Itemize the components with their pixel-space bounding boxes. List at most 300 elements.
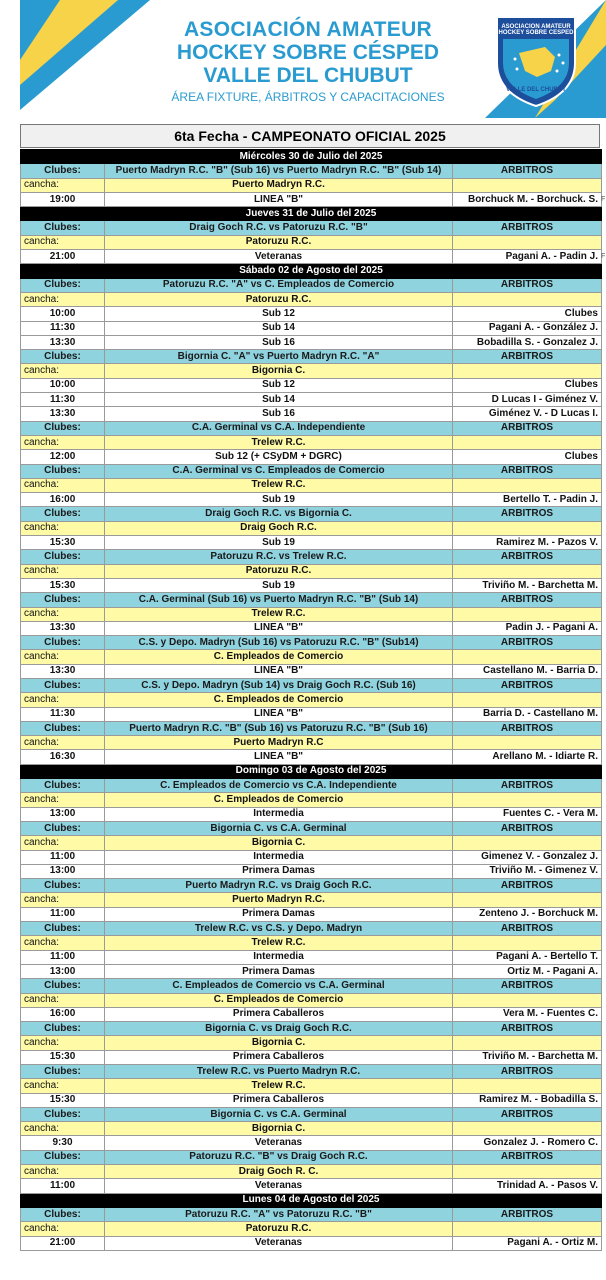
game-referees: D Lucas I - Giménez V. xyxy=(453,393,602,407)
match-teams: Puerto Madryn R.C. "B" (Sub 16) vs Puerto Madryn R.C. "B" (Sub 14) xyxy=(105,164,453,178)
game-referees: Clubes xyxy=(453,450,602,464)
game-referees: Vera M. - Fuentes C. xyxy=(453,1007,602,1021)
venue-row xyxy=(21,364,602,378)
game-category: Primera Damas xyxy=(105,907,453,921)
clubes-label: Clubes: xyxy=(21,979,105,993)
game-time: 11:30 xyxy=(21,321,105,335)
arbitros-label: ARBITROS xyxy=(453,278,602,292)
venue-row xyxy=(21,292,602,306)
venue-blank xyxy=(453,1079,602,1093)
game-referees: Pagani A. - Ortiz M. xyxy=(453,1236,602,1250)
game-category: Primera Caballeros xyxy=(105,1007,453,1021)
day-header: Domingo 03 de Agosto del 2025 xyxy=(21,764,602,778)
venue-blank xyxy=(453,364,602,378)
game-row xyxy=(21,321,602,335)
venue-name: Draig Goch R.C. xyxy=(105,521,453,535)
game-referees: Triviño M. - Barchetta M. xyxy=(453,578,602,592)
venue-name: Bigornia C. xyxy=(105,1036,453,1050)
clubes-label: Clubes: xyxy=(21,879,105,893)
venue-row xyxy=(21,1222,602,1236)
clubes-label: Clubes: xyxy=(21,821,105,835)
game-row xyxy=(21,407,602,421)
cancha-label: cancha: xyxy=(21,736,105,750)
match-teams: Patoruzu R.C. vs Trelew R.C. xyxy=(105,550,453,564)
title-line-3: VALLE DEL CHUBUT xyxy=(203,64,413,87)
venue-row xyxy=(21,1036,602,1050)
arbitros-label: ARBITROS xyxy=(453,678,602,692)
venue-row xyxy=(21,1079,602,1093)
match-row xyxy=(21,1022,602,1036)
game-referees: Triviño M. - Gimenez V. xyxy=(453,864,602,878)
game-referees: Castellano M. - Barria D. xyxy=(453,664,602,678)
game-time: 12:00 xyxy=(21,450,105,464)
match-row xyxy=(21,922,602,936)
game-category: Sub 16 xyxy=(105,407,453,421)
badge-top-text: ASOCIACION AMATEUR HOCKEY SOBRE CESPED xyxy=(498,24,574,36)
venue-blank xyxy=(453,178,602,192)
cancha-label: cancha: xyxy=(21,693,105,707)
game-row xyxy=(21,335,602,349)
cancha-label: cancha: xyxy=(21,478,105,492)
clubes-label: Clubes: xyxy=(21,421,105,435)
game-referees: Triviño M. - Barchetta M. xyxy=(453,1050,602,1064)
game-category: Sub 12 xyxy=(105,307,453,321)
venue-name: Patoruzu R.C. xyxy=(105,292,453,306)
arbitros-label: ARBITROS xyxy=(453,350,602,364)
game-row xyxy=(21,536,602,550)
game-category: LINEA "B" xyxy=(105,750,453,764)
clubes-label: Clubes: xyxy=(21,1065,105,1079)
venue-row xyxy=(21,478,602,492)
clubes-label: Clubes: xyxy=(21,1107,105,1121)
venue-blank xyxy=(453,1122,602,1136)
game-time: 19:00 xyxy=(21,192,105,206)
cancha-label: cancha: xyxy=(21,435,105,449)
clubes-label: Clubes: xyxy=(21,221,105,235)
game-category: Intermedia xyxy=(105,807,453,821)
cancha-label: cancha: xyxy=(21,564,105,578)
venue-name: Trelew R.C. xyxy=(105,607,453,621)
game-row xyxy=(21,907,602,921)
clubes-label: Clubes: xyxy=(21,164,105,178)
cancha-label: cancha: xyxy=(21,1122,105,1136)
venue-name: C. Empleados de Comercio xyxy=(105,693,453,707)
game-category: Sub 16 xyxy=(105,335,453,349)
game-referees: Ortiz M. - Pagani A. xyxy=(453,964,602,978)
game-time: 13:00 xyxy=(21,807,105,821)
game-category: Primera Damas xyxy=(105,964,453,978)
cancha-label: cancha: xyxy=(21,292,105,306)
match-row xyxy=(21,779,602,793)
match-teams: Draig Goch R.C. vs Patoruzu R.C. "B" xyxy=(105,221,453,235)
venue-blank xyxy=(453,793,602,807)
venue-blank xyxy=(453,564,602,578)
day-header-row xyxy=(21,150,602,164)
clubes-label: Clubes: xyxy=(21,350,105,364)
arbitros-label: ARBITROS xyxy=(453,1207,602,1221)
arbitros-label: ARBITROS xyxy=(453,979,602,993)
venue-name: Trelew R.C. xyxy=(105,435,453,449)
clubes-label: Clubes: xyxy=(21,1207,105,1221)
game-time: 16:00 xyxy=(21,1007,105,1021)
match-row xyxy=(21,550,602,564)
cancha-label: cancha: xyxy=(21,178,105,192)
match-row xyxy=(21,879,602,893)
game-referees: Gimenez V. - Gonzalez J. xyxy=(453,850,602,864)
game-category: Intermedia xyxy=(105,850,453,864)
game-referees: Pagani A. - González J. xyxy=(453,321,602,335)
venue-row xyxy=(21,650,602,664)
game-time: 11:00 xyxy=(21,950,105,964)
venue-blank xyxy=(453,693,602,707)
game-category: LINEA "B" xyxy=(105,192,453,206)
venue-row xyxy=(21,607,602,621)
arbitros-label: ARBITROS xyxy=(453,1107,602,1121)
cut-off-edge-mark: F xyxy=(601,253,606,260)
game-row xyxy=(21,378,602,392)
game-referees: Gonzalez J. - Romero C. xyxy=(453,1136,602,1150)
venue-blank xyxy=(453,993,602,1007)
game-time: 11:30 xyxy=(21,393,105,407)
arbitros-label: ARBITROS xyxy=(453,721,602,735)
game-row xyxy=(21,707,602,721)
game-category: LINEA "B" xyxy=(105,664,453,678)
match-row xyxy=(21,278,602,292)
badge-bottom-text: VALLE DEL CHUBUT xyxy=(506,87,566,93)
match-row xyxy=(21,1065,602,1079)
venue-row xyxy=(21,178,602,192)
venue-name: Puerto Madryn R.C xyxy=(105,736,453,750)
match-row xyxy=(21,721,602,735)
game-row xyxy=(21,621,602,635)
game-row xyxy=(21,450,602,464)
venue-name: Draig Goch R. C. xyxy=(105,1165,453,1179)
game-referees: Ramirez M. - Bobadilla S. xyxy=(453,1093,602,1107)
game-time: 15:30 xyxy=(21,1093,105,1107)
game-time: 16:30 xyxy=(21,750,105,764)
game-category: Sub 12 xyxy=(105,378,453,392)
game-category: Veteranas xyxy=(105,1236,453,1250)
match-row xyxy=(21,507,602,521)
clubes-label: Clubes: xyxy=(21,636,105,650)
arbitros-label: ARBITROS xyxy=(453,221,602,235)
venue-row xyxy=(21,1165,602,1179)
cancha-label: cancha: xyxy=(21,1036,105,1050)
venue-row xyxy=(21,836,602,850)
day-header-row xyxy=(21,264,602,278)
game-time: 11:00 xyxy=(21,850,105,864)
venue-name: Bigornia C. xyxy=(105,836,453,850)
day-header-row xyxy=(21,1193,602,1207)
game-category: Veteranas xyxy=(105,1136,453,1150)
match-teams: Bigornia C. "A" vs Puerto Madryn R.C. "A" xyxy=(105,350,453,364)
cancha-label: cancha: xyxy=(21,936,105,950)
venue-row xyxy=(21,736,602,750)
venue-blank xyxy=(453,292,602,306)
match-row xyxy=(21,1107,602,1121)
header-banner xyxy=(0,0,606,118)
game-row xyxy=(21,393,602,407)
game-referees: Bobadilla S. - Gonzalez J. xyxy=(453,335,602,349)
game-row xyxy=(21,493,602,507)
match-teams: Puerto Madryn R.C. "B" (Sub 16) vs Patoruzu R.C. "B" (Sub 16) xyxy=(105,721,453,735)
cancha-label: cancha: xyxy=(21,993,105,1007)
venue-row xyxy=(21,235,602,249)
game-time: 13:30 xyxy=(21,621,105,635)
match-teams: Draig Goch R.C. vs Bigornia C. xyxy=(105,507,453,521)
game-referees: Fuentes C. - Vera M. xyxy=(453,807,602,821)
game-referees: Giménez V. - D Lucas I. xyxy=(453,407,602,421)
game-time: 10:00 xyxy=(21,307,105,321)
game-time: 15:30 xyxy=(21,536,105,550)
venue-row xyxy=(21,1122,602,1136)
arbitros-label: ARBITROS xyxy=(453,1065,602,1079)
arbitros-label: ARBITROS xyxy=(453,421,602,435)
game-row xyxy=(21,192,602,206)
game-category: Sub 19 xyxy=(105,493,453,507)
match-row xyxy=(21,821,602,835)
venue-name: Trelew R.C. xyxy=(105,936,453,950)
venue-blank xyxy=(453,650,602,664)
match-teams: Trelew R.C. vs Puerto Madryn R.C. xyxy=(105,1065,453,1079)
venue-row xyxy=(21,435,602,449)
match-teams: Patoruzu R.C. "B" vs Draig Goch R.C. xyxy=(105,1150,453,1164)
venue-row xyxy=(21,693,602,707)
arbitros-label: ARBITROS xyxy=(453,507,602,521)
game-referees: Padin J. - Pagani A. xyxy=(453,621,602,635)
venue-blank xyxy=(453,1165,602,1179)
clubes-label: Clubes: xyxy=(21,779,105,793)
arbitros-label: ARBITROS xyxy=(453,1022,602,1036)
cancha-label: cancha: xyxy=(21,607,105,621)
game-referees: Zenteno J. - Borchuck M. xyxy=(453,907,602,921)
game-category: LINEA "B" xyxy=(105,707,453,721)
game-category: Sub 12 (+ CSyDM + DGRC) xyxy=(105,450,453,464)
clubes-label: Clubes: xyxy=(21,1022,105,1036)
match-teams: Trelew R.C. vs C.S. y Depo. Madryn xyxy=(105,922,453,936)
venue-name: Puerto Madryn R.C. xyxy=(105,178,453,192)
match-teams: Bigornia C. vs Draig Goch R.C. xyxy=(105,1022,453,1036)
game-time: 13:30 xyxy=(21,335,105,349)
day-header: Sábado 02 de Agosto del 2025 xyxy=(21,264,602,278)
game-referees: Barria D. - Castellano M. xyxy=(453,707,602,721)
game-category: Primera Caballeros xyxy=(105,1050,453,1064)
arbitros-label: ARBITROS xyxy=(453,1150,602,1164)
game-row xyxy=(21,307,602,321)
match-row xyxy=(21,636,602,650)
fixture-table xyxy=(20,149,602,1251)
game-time: 16:00 xyxy=(21,493,105,507)
game-category: Veteranas xyxy=(105,250,453,264)
match-teams: C. Empleados de Comercio vs C.A. Independiente xyxy=(105,779,453,793)
venue-blank xyxy=(453,936,602,950)
day-header-row xyxy=(21,764,602,778)
arbitros-label: ARBITROS xyxy=(453,821,602,835)
arbitros-label: ARBITROS xyxy=(453,593,602,607)
match-teams: C. Empleados de Comercio vs C.A. Germinal xyxy=(105,979,453,993)
arbitros-label: ARBITROS xyxy=(453,779,602,793)
clubes-label: Clubes: xyxy=(21,721,105,735)
game-category: Sub 14 xyxy=(105,393,453,407)
game-row xyxy=(21,1093,602,1107)
game-time: 9:30 xyxy=(21,1136,105,1150)
venue-name: Bigornia C. xyxy=(105,364,453,378)
game-time: 15:30 xyxy=(21,1050,105,1064)
venue-name: Bigornia C. xyxy=(105,1122,453,1136)
venue-blank xyxy=(453,435,602,449)
cancha-label: cancha: xyxy=(21,364,105,378)
header-subtitle: ÁREA FIXTURE, ÁRBITROS Y CAPACITACIONES xyxy=(171,90,445,104)
match-row xyxy=(21,350,602,364)
title-line-1: ASOCIACIÓN AMATEUR xyxy=(183,18,433,41)
game-time: 21:00 xyxy=(21,250,105,264)
match-teams: C.A. Germinal vs C. Empleados de Comercio xyxy=(105,464,453,478)
game-referees: Ramirez M. - Pazos V. xyxy=(453,536,602,550)
venue-blank xyxy=(453,893,602,907)
match-row xyxy=(21,164,602,178)
cancha-label: cancha: xyxy=(21,1222,105,1236)
game-referees: Bertello T. - Padin J. xyxy=(453,493,602,507)
match-row xyxy=(21,1207,602,1221)
match-teams: C.A. Germinal vs C.A. Independiente xyxy=(105,421,453,435)
cancha-label: cancha: xyxy=(21,521,105,535)
match-row xyxy=(21,421,602,435)
arbitros-label: ARBITROS xyxy=(453,164,602,178)
game-category: Intermedia xyxy=(105,950,453,964)
venue-name: Puerto Madryn R.C. xyxy=(105,893,453,907)
match-row xyxy=(21,593,602,607)
venue-name: C. Empleados de Comercio xyxy=(105,993,453,1007)
venue-blank xyxy=(453,235,602,249)
game-referees: Clubes xyxy=(453,307,602,321)
cancha-label: cancha: xyxy=(21,893,105,907)
venue-blank xyxy=(453,478,602,492)
game-referees: Trinidad A. - Pasos V. xyxy=(453,1179,602,1193)
game-time: 11:30 xyxy=(21,707,105,721)
match-teams: C.S. y Depo. Madryn (Sub 14) vs Draig Goch R.C. (Sub 16) xyxy=(105,678,453,692)
page-title: 6ta Fecha - CAMPEONATO OFICIAL 2025 xyxy=(20,124,600,148)
venue-row xyxy=(21,521,602,535)
match-teams: Bigornia C. vs C.A. Germinal xyxy=(105,821,453,835)
venue-name: C. Empleados de Comercio xyxy=(105,793,453,807)
game-time: 13:30 xyxy=(21,664,105,678)
venue-blank xyxy=(453,1036,602,1050)
venue-row xyxy=(21,893,602,907)
match-row xyxy=(21,678,602,692)
arbitros-label: ARBITROS xyxy=(453,636,602,650)
cancha-label: cancha: xyxy=(21,793,105,807)
game-row xyxy=(21,1179,602,1193)
game-row xyxy=(21,578,602,592)
match-teams: Patoruzu R.C. "A" vs Patoruzu R.C. "B" xyxy=(105,1207,453,1221)
match-teams: Puerto Madryn R.C. vs Draig Goch R.C. xyxy=(105,879,453,893)
game-time: 10:00 xyxy=(21,378,105,392)
clubes-label: Clubes: xyxy=(21,550,105,564)
match-row xyxy=(21,979,602,993)
venue-name: Trelew R.C. xyxy=(105,478,453,492)
clubes-label: Clubes: xyxy=(21,507,105,521)
match-row xyxy=(21,221,602,235)
venue-blank xyxy=(453,736,602,750)
venue-blank xyxy=(453,521,602,535)
game-row xyxy=(21,664,602,678)
game-row xyxy=(21,950,602,964)
game-time: 13:00 xyxy=(21,964,105,978)
cancha-label: cancha: xyxy=(21,650,105,664)
game-row xyxy=(21,250,602,264)
arbitros-label: ARBITROS xyxy=(453,922,602,936)
game-row xyxy=(21,864,602,878)
venue-row xyxy=(21,936,602,950)
day-header: Jueves 31 de Julio del 2025 xyxy=(21,207,602,221)
game-row xyxy=(21,1136,602,1150)
game-row xyxy=(21,750,602,764)
clubes-label: Clubes: xyxy=(21,1150,105,1164)
game-time: 15:30 xyxy=(21,578,105,592)
cancha-label: cancha: xyxy=(21,1165,105,1179)
game-referees: Pagani A. - Padin J. xyxy=(453,250,602,264)
game-referees: Clubes xyxy=(453,378,602,392)
arbitros-label: ARBITROS xyxy=(453,879,602,893)
game-time: 11:00 xyxy=(21,1179,105,1193)
clubes-label: Clubes: xyxy=(21,593,105,607)
game-category: LINEA "B" xyxy=(105,621,453,635)
game-category: Sub 19 xyxy=(105,578,453,592)
clubes-label: Clubes: xyxy=(21,278,105,292)
arbitros-label: ARBITROS xyxy=(453,464,602,478)
day-header: Miércoles 30 de Julio del 2025 xyxy=(21,150,602,164)
game-category: Primera Damas xyxy=(105,864,453,878)
game-row xyxy=(21,1236,602,1250)
game-referees: Borchuck M. - Borchuck. S. xyxy=(453,192,602,206)
day-header-row xyxy=(21,207,602,221)
cut-off-edge-mark: F xyxy=(601,196,606,203)
cancha-label: cancha: xyxy=(21,836,105,850)
match-teams: Patoruzu R.C. "A" vs C. Empleados de Comercio xyxy=(105,278,453,292)
day-header: Lunes 04 de Agosto del 2025 xyxy=(21,1193,602,1207)
clubes-label: Clubes: xyxy=(21,922,105,936)
cancha-label: cancha: xyxy=(21,235,105,249)
game-row xyxy=(21,807,602,821)
game-category: Primera Caballeros xyxy=(105,1093,453,1107)
match-teams: C.S. y Depo. Madryn (Sub 16) vs Patoruzu R.C. "B" (Sub14) xyxy=(105,636,453,650)
title-line-2: HOCKEY SOBRE CÉSPED xyxy=(176,41,440,64)
venue-name: Patoruzu R.C. xyxy=(105,564,453,578)
venue-row xyxy=(21,793,602,807)
venue-blank xyxy=(453,1222,602,1236)
venue-row xyxy=(21,993,602,1007)
game-time: 21:00 xyxy=(21,1236,105,1250)
venue-name: Trelew R.C. xyxy=(105,1079,453,1093)
game-category: Sub 14 xyxy=(105,321,453,335)
game-referees: Pagani A. - Bertello T. xyxy=(453,950,602,964)
venue-name: Patoruzu R.C. xyxy=(105,1222,453,1236)
game-time: 13:00 xyxy=(21,864,105,878)
match-row xyxy=(21,1150,602,1164)
game-time: 13:30 xyxy=(21,407,105,421)
venue-name: Patoruzu R.C. xyxy=(105,235,453,249)
match-teams: Bigornia C. vs C.A. Germinal xyxy=(105,1107,453,1121)
clubes-label: Clubes: xyxy=(21,464,105,478)
clubes-label: Clubes: xyxy=(21,678,105,692)
game-row xyxy=(21,964,602,978)
game-row xyxy=(21,1007,602,1021)
venue-blank xyxy=(453,836,602,850)
venue-blank xyxy=(453,607,602,621)
game-category: Veteranas xyxy=(105,1179,453,1193)
arbitros-label: ARBITROS xyxy=(453,550,602,564)
game-referees: Arellano M. - Idiarte R. xyxy=(453,750,602,764)
